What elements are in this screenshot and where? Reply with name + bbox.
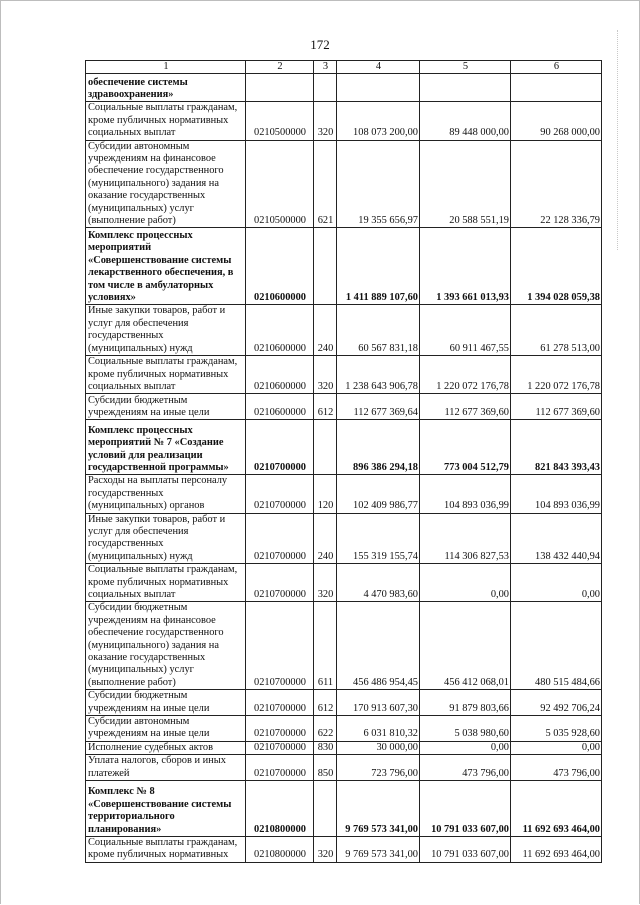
target-code-cell: 0210600000	[246, 305, 314, 356]
table-row	[86, 475, 602, 513]
expense-type-cell: 621	[314, 140, 337, 228]
amount-year1-cell: 19 355 656,97	[337, 140, 420, 228]
row-name-cell: обеспечение системы здравоохранения»	[86, 74, 246, 102]
amount-year2-cell: 114 306 827,53	[420, 513, 511, 564]
table-row-program-total	[86, 228, 602, 305]
amount-year2-cell: 60 911 467,55	[420, 305, 511, 356]
table-row	[86, 690, 602, 716]
table-row	[86, 356, 602, 394]
amount-year2-cell: 5 038 980,60	[420, 716, 511, 742]
amount-year1-cell: 1 238 643 906,78	[337, 356, 420, 394]
amount-year2-cell: 20 588 551,19	[420, 140, 511, 228]
amount-year1-cell: 6 031 810,32	[337, 716, 420, 742]
amount-year3-cell: 112 677 369,60	[511, 394, 602, 420]
row-name-cell: Субсидии бюджетным учреждениям на иные цели	[86, 690, 246, 716]
target-code-cell: 0210700000	[246, 602, 314, 690]
table-row	[86, 394, 602, 420]
amount-year2-cell: 0,00	[420, 564, 511, 602]
scan-artifact	[617, 30, 620, 250]
row-name-cell: Социальные выплаты гражданам, кроме публичных нормативных	[86, 837, 246, 863]
target-code-cell: 0210700000	[246, 475, 314, 513]
expense-type-cell: 320	[314, 564, 337, 602]
column-header-5: 5	[420, 61, 511, 74]
amount-year2-cell	[420, 74, 511, 102]
expense-type-cell: 320	[314, 102, 337, 140]
target-code-cell: 0210700000	[246, 755, 314, 781]
target-code-cell: 0210500000	[246, 140, 314, 228]
row-name-cell: Социальные выплаты гражданам, кроме публичных нормативных социальных выплат	[86, 356, 246, 394]
amount-year1-cell: 60 567 831,18	[337, 305, 420, 356]
expense-type-cell	[314, 74, 337, 102]
amount-year2-cell: 10 791 033 607,00	[420, 781, 511, 837]
column-header-6: 6	[511, 61, 602, 74]
amount-year3-cell: 0,00	[511, 741, 602, 754]
amount-year2-cell: 89 448 000,00	[420, 102, 511, 140]
amount-year3-cell: 0,00	[511, 564, 602, 602]
row-name-cell: Субсидии автономным учреждениям на иные цели	[86, 716, 246, 742]
target-code-cell: 0210800000	[246, 781, 314, 837]
amount-year2-cell: 773 004 512,79	[420, 420, 511, 475]
table-row-program-total	[86, 74, 602, 102]
table-row	[86, 716, 602, 742]
table-header-row	[86, 61, 602, 74]
row-name-cell: Уплата налогов, сборов и иных платежей	[86, 755, 246, 781]
row-name-cell: Комплекс процессных мероприятий «Совершенствование системы лекарственного обеспечения, в том числе в амбулаторных условиях»	[86, 228, 246, 305]
column-header-1: 1	[86, 61, 246, 74]
expense-type-cell: 830	[314, 741, 337, 754]
amount-year1-cell: 456 486 954,45	[337, 602, 420, 690]
row-name-cell: Социальные выплаты гражданам, кроме публичных нормативных социальных выплат	[86, 564, 246, 602]
amount-year2-cell: 1 220 072 176,78	[420, 356, 511, 394]
amount-year1-cell: 155 319 155,74	[337, 513, 420, 564]
budget-table	[85, 60, 602, 863]
amount-year3-cell: 821 843 393,43	[511, 420, 602, 475]
amount-year1-cell: 30 000,00	[337, 741, 420, 754]
column-header-2: 2	[246, 61, 314, 74]
table-body	[86, 74, 602, 862]
expense-type-cell: 240	[314, 513, 337, 564]
column-header-3: 3	[314, 61, 337, 74]
table-row	[86, 837, 602, 863]
amount-year3-cell: 480 515 484,66	[511, 602, 602, 690]
table-row-program-total	[86, 420, 602, 475]
amount-year2-cell: 104 893 036,99	[420, 475, 511, 513]
amount-year1-cell: 102 409 986,77	[337, 475, 420, 513]
target-code-cell: 0210700000	[246, 690, 314, 716]
amount-year1-cell: 4 470 983,60	[337, 564, 420, 602]
expense-type-cell: 320	[314, 356, 337, 394]
table-row	[86, 741, 602, 754]
amount-year3-cell: 61 278 513,00	[511, 305, 602, 356]
amount-year3-cell: 22 128 336,79	[511, 140, 602, 228]
amount-year3-cell: 5 035 928,60	[511, 716, 602, 742]
row-name-cell: Комплекс № 8 «Совершенствование системы территориального планирования»	[86, 781, 246, 837]
amount-year2-cell: 112 677 369,60	[420, 394, 511, 420]
amount-year2-cell: 0,00	[420, 741, 511, 754]
table-row-program-total	[86, 781, 602, 837]
row-name-cell: Расходы на выплаты персоналу государственных (муниципальных) органов	[86, 475, 246, 513]
expense-type-cell	[314, 420, 337, 475]
expense-type-cell	[314, 228, 337, 305]
amount-year1-cell: 112 677 369,64	[337, 394, 420, 420]
expense-type-cell: 611	[314, 602, 337, 690]
amount-year1-cell: 896 386 294,18	[337, 420, 420, 475]
expense-type-cell: 612	[314, 690, 337, 716]
table-row	[86, 140, 602, 228]
amount-year3-cell: 11 692 693 464,00	[511, 781, 602, 837]
expense-type-cell: 850	[314, 755, 337, 781]
target-code-cell: 0210600000	[246, 228, 314, 305]
expense-type-cell: 612	[314, 394, 337, 420]
expense-type-cell: 320	[314, 837, 337, 863]
amount-year2-cell: 91 879 803,66	[420, 690, 511, 716]
row-name-cell: Субсидии автономным учреждениям на финансовое обеспечение государственного (муниципального) задания на оказание государственных (муниципальных) услуг (выполнение работ)	[86, 140, 246, 228]
page-number: 172	[310, 37, 330, 52]
row-name-cell: Исполнение судебных актов	[86, 741, 246, 754]
amount-year1-cell: 1 411 889 107,60	[337, 228, 420, 305]
table-row	[86, 305, 602, 356]
amount-year3-cell: 104 893 036,99	[511, 475, 602, 513]
row-name-cell: Субсидии бюджетным учреждениям на иные цели	[86, 394, 246, 420]
column-header-4: 4	[337, 61, 420, 74]
expense-type-cell: 120	[314, 475, 337, 513]
target-code-cell: 0210600000	[246, 356, 314, 394]
row-name-cell: Комплекс процессных мероприятий № 7 «Создание условий для реализации государственной программы»	[86, 420, 246, 475]
row-name-cell: Иные закупки товаров, работ и услуг для обеспечения государственных (муниципальных) нужд	[86, 513, 246, 564]
amount-year1-cell: 723 796,00	[337, 755, 420, 781]
table-row	[86, 602, 602, 690]
table-row	[86, 564, 602, 602]
row-name-cell: Социальные выплаты гражданам, кроме публичных нормативных социальных выплат	[86, 102, 246, 140]
amount-year1-cell: 108 073 200,00	[337, 102, 420, 140]
amount-year2-cell: 456 412 068,01	[420, 602, 511, 690]
table-row	[86, 102, 602, 140]
amount-year3-cell: 11 692 693 464,00	[511, 837, 602, 863]
amount-year3-cell: 90 268 000,00	[511, 102, 602, 140]
amount-year1-cell: 9 769 573 341,00	[337, 837, 420, 863]
expense-type-cell	[314, 781, 337, 837]
amount-year1-cell: 9 769 573 341,00	[337, 781, 420, 837]
target-code-cell: 0210500000	[246, 102, 314, 140]
amount-year2-cell: 473 796,00	[420, 755, 511, 781]
table-row	[86, 755, 602, 781]
amount-year1-cell: 170 913 607,30	[337, 690, 420, 716]
amount-year1-cell	[337, 74, 420, 102]
amount-year3-cell: 1 220 072 176,78	[511, 356, 602, 394]
row-name-cell: Субсидии бюджетным учреждениям на финансовое обеспечение государственного (муниципального) задания на оказание государственных (муниципальных) услуг (выполнение работ)	[86, 602, 246, 690]
target-code-cell: 0210700000	[246, 564, 314, 602]
amount-year3-cell	[511, 74, 602, 102]
row-name-cell: Иные закупки товаров, работ и услуг для обеспечения государственных (муниципальных) нужд	[86, 305, 246, 356]
target-code-cell	[246, 74, 314, 102]
target-code-cell: 0210700000	[246, 716, 314, 742]
target-code-cell: 0210800000	[246, 837, 314, 863]
amount-year3-cell: 1 394 028 059,38	[511, 228, 602, 305]
target-code-cell: 0210700000	[246, 513, 314, 564]
table-row	[86, 513, 602, 564]
amount-year2-cell: 10 791 033 607,00	[420, 837, 511, 863]
amount-year3-cell: 92 492 706,24	[511, 690, 602, 716]
amount-year2-cell: 1 393 661 013,93	[420, 228, 511, 305]
expense-type-cell: 240	[314, 305, 337, 356]
amount-year3-cell: 138 432 440,94	[511, 513, 602, 564]
amount-year3-cell: 473 796,00	[511, 755, 602, 781]
target-code-cell: 0210700000	[246, 420, 314, 475]
target-code-cell: 0210600000	[246, 394, 314, 420]
expense-type-cell: 622	[314, 716, 337, 742]
target-code-cell: 0210700000	[246, 741, 314, 754]
